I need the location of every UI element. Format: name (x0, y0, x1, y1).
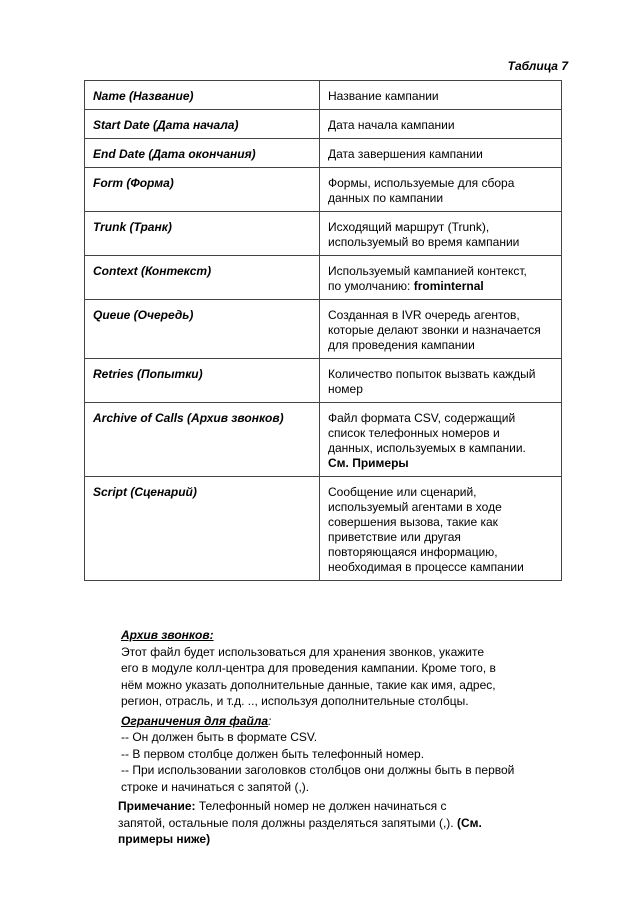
field-name-cell: Context (Контекст) (85, 256, 320, 300)
limits-heading (121, 713, 561, 730)
field-description-cell (320, 139, 562, 168)
archive-line: Этот файл будет использоваться для хранения звонков, укажите (121, 644, 485, 659)
description-text: которые делают звонки и назначается (328, 323, 541, 337)
description-line (328, 382, 553, 397)
description-text: используемый во время кампании (328, 235, 520, 249)
field-name-cell: Archive of Calls (Архив звонков) (85, 403, 320, 477)
description-text: Исходящий маршрут (Trunk), (328, 220, 490, 234)
description-line (328, 323, 553, 338)
description-line (328, 279, 553, 294)
description-text: по умолчанию: (328, 279, 414, 293)
description-line (328, 176, 553, 191)
description-text: Название кампании (328, 89, 439, 103)
table-row (85, 477, 562, 581)
description-text: Файл формата CSV, содержащий (328, 411, 516, 425)
description-text: используемый агентами в ходе (328, 500, 502, 514)
description-text: Созданная в IVR очередь агентов, (328, 308, 520, 322)
examples-ref: См. Примеры (328, 456, 409, 470)
description-line (328, 530, 553, 545)
description-line (328, 118, 553, 133)
field-name-cell: End Date (Дата окончания) (85, 139, 320, 168)
field-description-cell (320, 212, 562, 256)
field-name-cell: Trunk (Транк) (85, 212, 320, 256)
limits-item: строке и начинаться с запятой (,). (121, 779, 310, 794)
notes-section (118, 627, 561, 848)
field-description-cell (320, 81, 562, 110)
description-line (328, 338, 553, 353)
description-text: Дата начала кампании (328, 118, 455, 132)
table-row (85, 212, 562, 256)
archive-line: регион, отрасль, и т.д. .., используя дополнительные столбцы. (121, 694, 469, 708)
description-line (328, 308, 553, 323)
table-row (85, 139, 562, 168)
default-context-value: frominternal (413, 279, 484, 293)
description-line (328, 191, 553, 206)
description-line (328, 441, 553, 456)
archive-heading: Архив звонков: (121, 628, 214, 642)
field-description-cell (320, 477, 562, 581)
description-line (328, 367, 553, 382)
description-text: Формы, используемые для сбора (328, 176, 515, 190)
description-text: список телефонных номеров и (328, 426, 500, 440)
field-name-cell: Form (Форма) (85, 168, 320, 212)
description-line (328, 545, 553, 560)
limits-list (121, 729, 561, 795)
description-line (328, 411, 553, 426)
field-description-cell (320, 110, 562, 139)
note-examples-ref: (См. (456, 815, 482, 830)
description-line (328, 220, 553, 235)
field-description-cell (320, 168, 562, 212)
description-line (328, 515, 553, 530)
limits-item: -- Он должен быть в формате CSV. (121, 730, 318, 744)
campaign-fields-table (84, 80, 562, 581)
archive-text (121, 644, 561, 710)
table-row (85, 81, 562, 110)
description-text: приветствие или другая (328, 530, 461, 544)
description-text: совершения вызова, такие как (328, 515, 498, 529)
archive-line: нём можно указать дополнительные данные, такие как имя, адрес, (121, 677, 496, 692)
field-name-cell: Retries (Попытки) (85, 359, 320, 403)
table-caption: Таблица 7 (507, 59, 568, 73)
description-line (328, 485, 553, 500)
field-name-cell: Start Date (Дата начала) (85, 110, 320, 139)
field-description-cell (320, 300, 562, 359)
note-text: Телефонный номер не должен начинаться с (195, 799, 447, 813)
description-text: номер (328, 382, 363, 396)
limits-heading-text: Ограничения для файла (121, 713, 269, 728)
table-row (85, 403, 562, 477)
description-text: данных, используемых в кампании. (328, 441, 526, 455)
description-line (328, 147, 553, 162)
field-description-cell (320, 359, 562, 403)
description-text: необходимая в процессе кампании (328, 560, 524, 574)
description-line (328, 426, 553, 441)
description-line (328, 89, 553, 104)
description-text: Используемый кампанией контекст, (328, 264, 527, 278)
note-text: запятой, остальные поля должны разделяться запятыми (,). (118, 815, 457, 830)
description-text: Дата завершения кампании (328, 147, 483, 161)
field-description-cell (320, 403, 562, 477)
description-line (328, 264, 553, 279)
note-block (118, 798, 561, 848)
description-text: данных по кампании (328, 191, 444, 205)
field-name-cell: Name (Название) (85, 81, 320, 110)
note-label: Примечание: (118, 799, 196, 813)
table-row (85, 359, 562, 403)
table-row (85, 168, 562, 212)
limits-colon: : (268, 713, 272, 728)
description-line (328, 235, 553, 250)
table-row (85, 256, 562, 300)
limits-item: -- При использовании заголовков столбцов они должны быть в первой (121, 763, 515, 777)
table-row (85, 300, 562, 359)
limits-item: -- В первом столбце должен быть телефонный номер. (121, 746, 425, 761)
archive-line: его в модуле колл-центра для проведения кампании. Кроме того, в (121, 661, 496, 675)
description-line (328, 500, 553, 515)
field-description-cell (320, 256, 562, 300)
note-examples-ref: примеры ниже) (118, 832, 211, 846)
description-text: для проведения кампании (328, 338, 475, 352)
description-line (328, 560, 553, 575)
description-text: Количество попыток вызвать каждый (328, 367, 536, 381)
description-text: Сообщение или сценарий, (328, 485, 477, 499)
field-name-cell: Script (Сценарий) (85, 477, 320, 581)
table-row (85, 110, 562, 139)
description-text: повторяющаяся информацию, (328, 545, 498, 559)
field-name-cell: Queue (Очередь) (85, 300, 320, 359)
